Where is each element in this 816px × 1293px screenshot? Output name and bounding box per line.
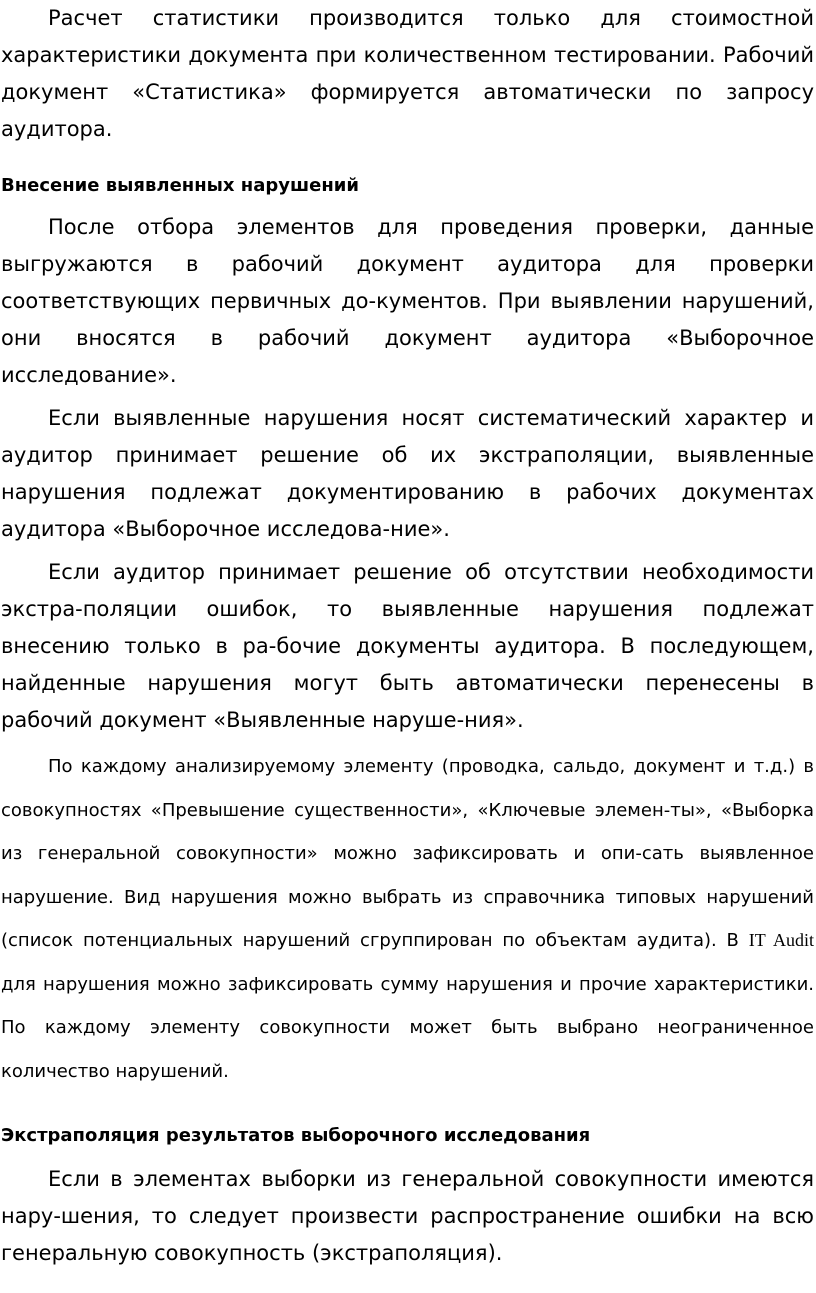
paragraph-text-part-1: По каждому анализируемому элементу (проводка, сальдо, документ и т.д.) в совокупностях «Превышение существенности», «Ключевые элемен-ты», «Выборка из генеральной совокупности» можно зафиксировать и опи-сать выявленное нарушение. Вид нарушения можно выбрать из справочника типовых нарушений (список потенциальных нарушений сгруппирован по объектам аудита). В (1, 756, 814, 951)
section-heading-extrapolation: Экстраполяция результатов выборочного исследования (1, 1125, 591, 1146)
section-heading-violations: Внесение выявленных нарушений (1, 175, 359, 196)
paragraph-extrapolation: Если в элементах выборки из генеральной совокупности имеются нару-шения, то следует произвести распространение ошибки на всю генеральную совокупность (экстраполяция). (1, 1167, 814, 1265)
product-name: IT Audit (748, 930, 815, 950)
paragraph-element-violations (1, 745, 814, 1093)
paragraph-data-export: После отбора элементов для проведения проверки, данные выгружаются в рабочий документ аудитора для проверки соответствующих первичных до-кументов. При выявлении нарушений, они вносятся в рабочий документ аудитора «Выборочное исследование». (1, 215, 814, 387)
paragraph-no-extrapolation: Если аудитор принимает решение об отсутствии необходимости экстра-поляции ошибок, то выявленные нарушения подлежат внесению только в ра-бочие документы аудитора. В последующем, найденные нарушения могут быть автоматически перенесены в рабочий документ «Выявленные наруше-ния». (1, 560, 814, 732)
paragraph-systematic-violations: Если выявленные нарушения носят систематический характер и аудитор принимает решение об их экстраполяции, выявленные нарушения подлежат документированию в рабочих документах аудитора «Выборочное исследова-ние». (1, 406, 814, 541)
intro-paragraph: Расчет статистики производится только для стоимостной характеристики документа при количественном тестировании. Рабочий документ «Статистика» формируется автоматически по запросу аудитора. (1, 6, 814, 141)
paragraph-text-part-2: для нарушения можно зафиксировать сумму нарушения и прочие характеристики. По каждому элементу совокупности может быть выбрано неограниченное количество нарушений. (1, 973, 814, 1082)
